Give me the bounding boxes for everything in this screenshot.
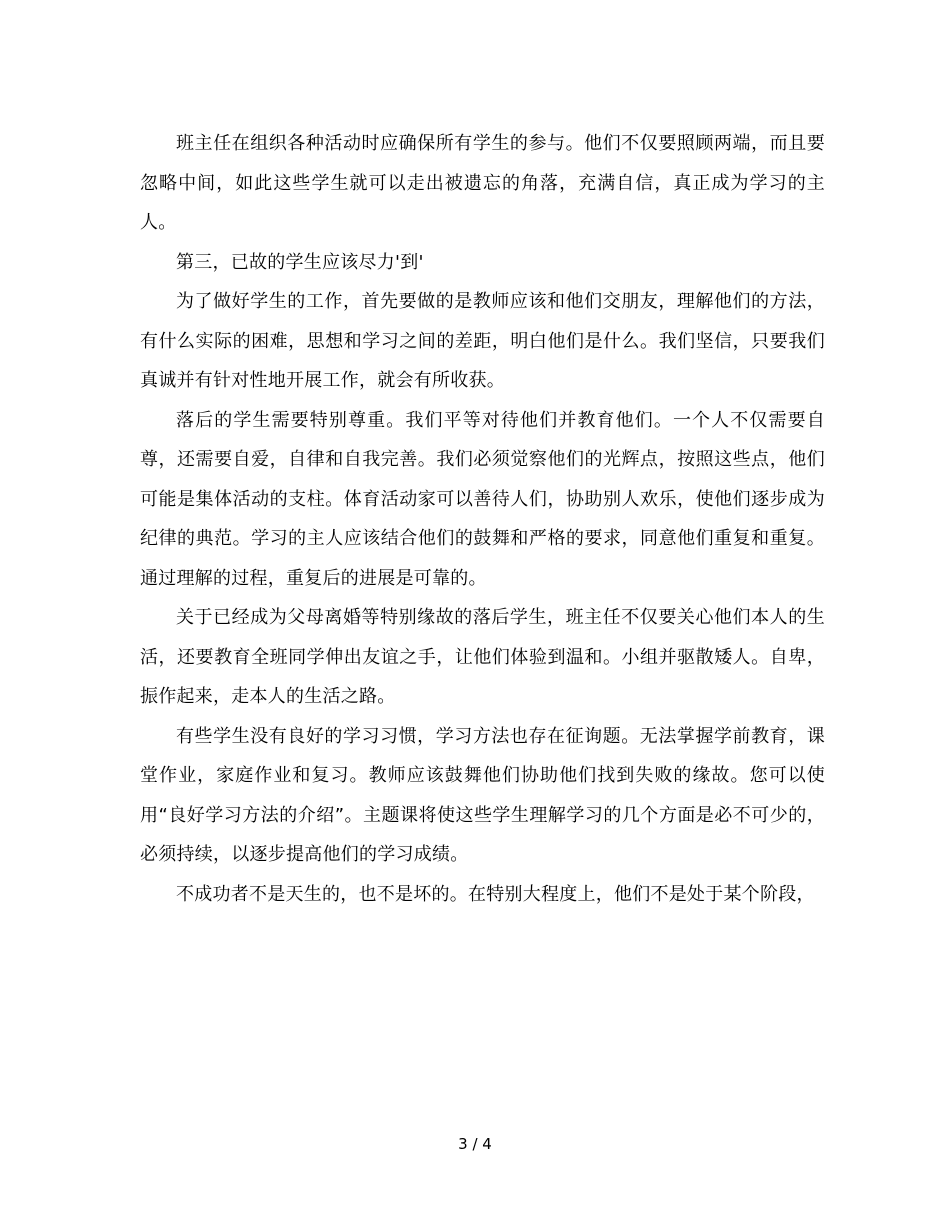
paragraph-5: 关于已经成为父母离婚等特别缘故的落后学生，班主任不仅要关心他们本人的生活，还要教育全班同学伸出友谊之手，让他们体验到温和。小组并驱散矮人。自卑，振作起来，走本人的生活之路。	[140, 607, 825, 707]
paragraph-7: 不成功者不是天生的，也不是坏的。在特别大程度上，他们不是处于某个阶段，	[176, 883, 815, 905]
paragraph-4: 落后的学生需要特别尊重。我们平等对待他们并教育他们。一个人不仅需要自尊，还需要自爱，自律和自我完善。我们必须觉察他们的光辉点，按照这些点，他们可能是集体活动的支柱。体育活动家可以善待人们，协助别人欢乐，使他们逐步成为纪律的典范。学习的主人应该结合他们的鼓舞和严格的要求，同意他们重复和重复。通过理解的过程，重复后的进展是可靠的。	[140, 409, 825, 589]
paragraph-1: 班主任在组织各种活动时应确保所有学生的参与。他们不仅要照顾两端，而且要忽略中间，如此这些学生就可以走出被遗忘的角落，充满自信，真正成为学习的主人。	[140, 133, 825, 233]
paragraph-2: 第三，已故的学生应该尽力'到'	[176, 251, 424, 273]
paragraph-3: 为了做好学生的工作，首先要做的是教师应该和他们交朋友，理解他们的方法，有什么实际的困难，思想和学习之间的差距，明白他们是什么。我们坚信，只要我们真诚并有针对性地开展工作，就会有所收获。	[140, 291, 825, 391]
page-body	[140, 124, 825, 914]
page-number: 3 / 4	[458, 1135, 492, 1153]
paragraph-6: 有些学生没有良好的学习习惯，学习方法也存在征询题。无法掌握学前教育，课堂作业，家庭作业和复习。教师应该鼓舞他们协助他们找到失败的缘故。您可以使用“良好学习方法的介绍”。主题课将使这些学生理解学习的几个方面是必不可少的，必须持续，以逐步提高他们的学习成绩。	[140, 725, 825, 865]
